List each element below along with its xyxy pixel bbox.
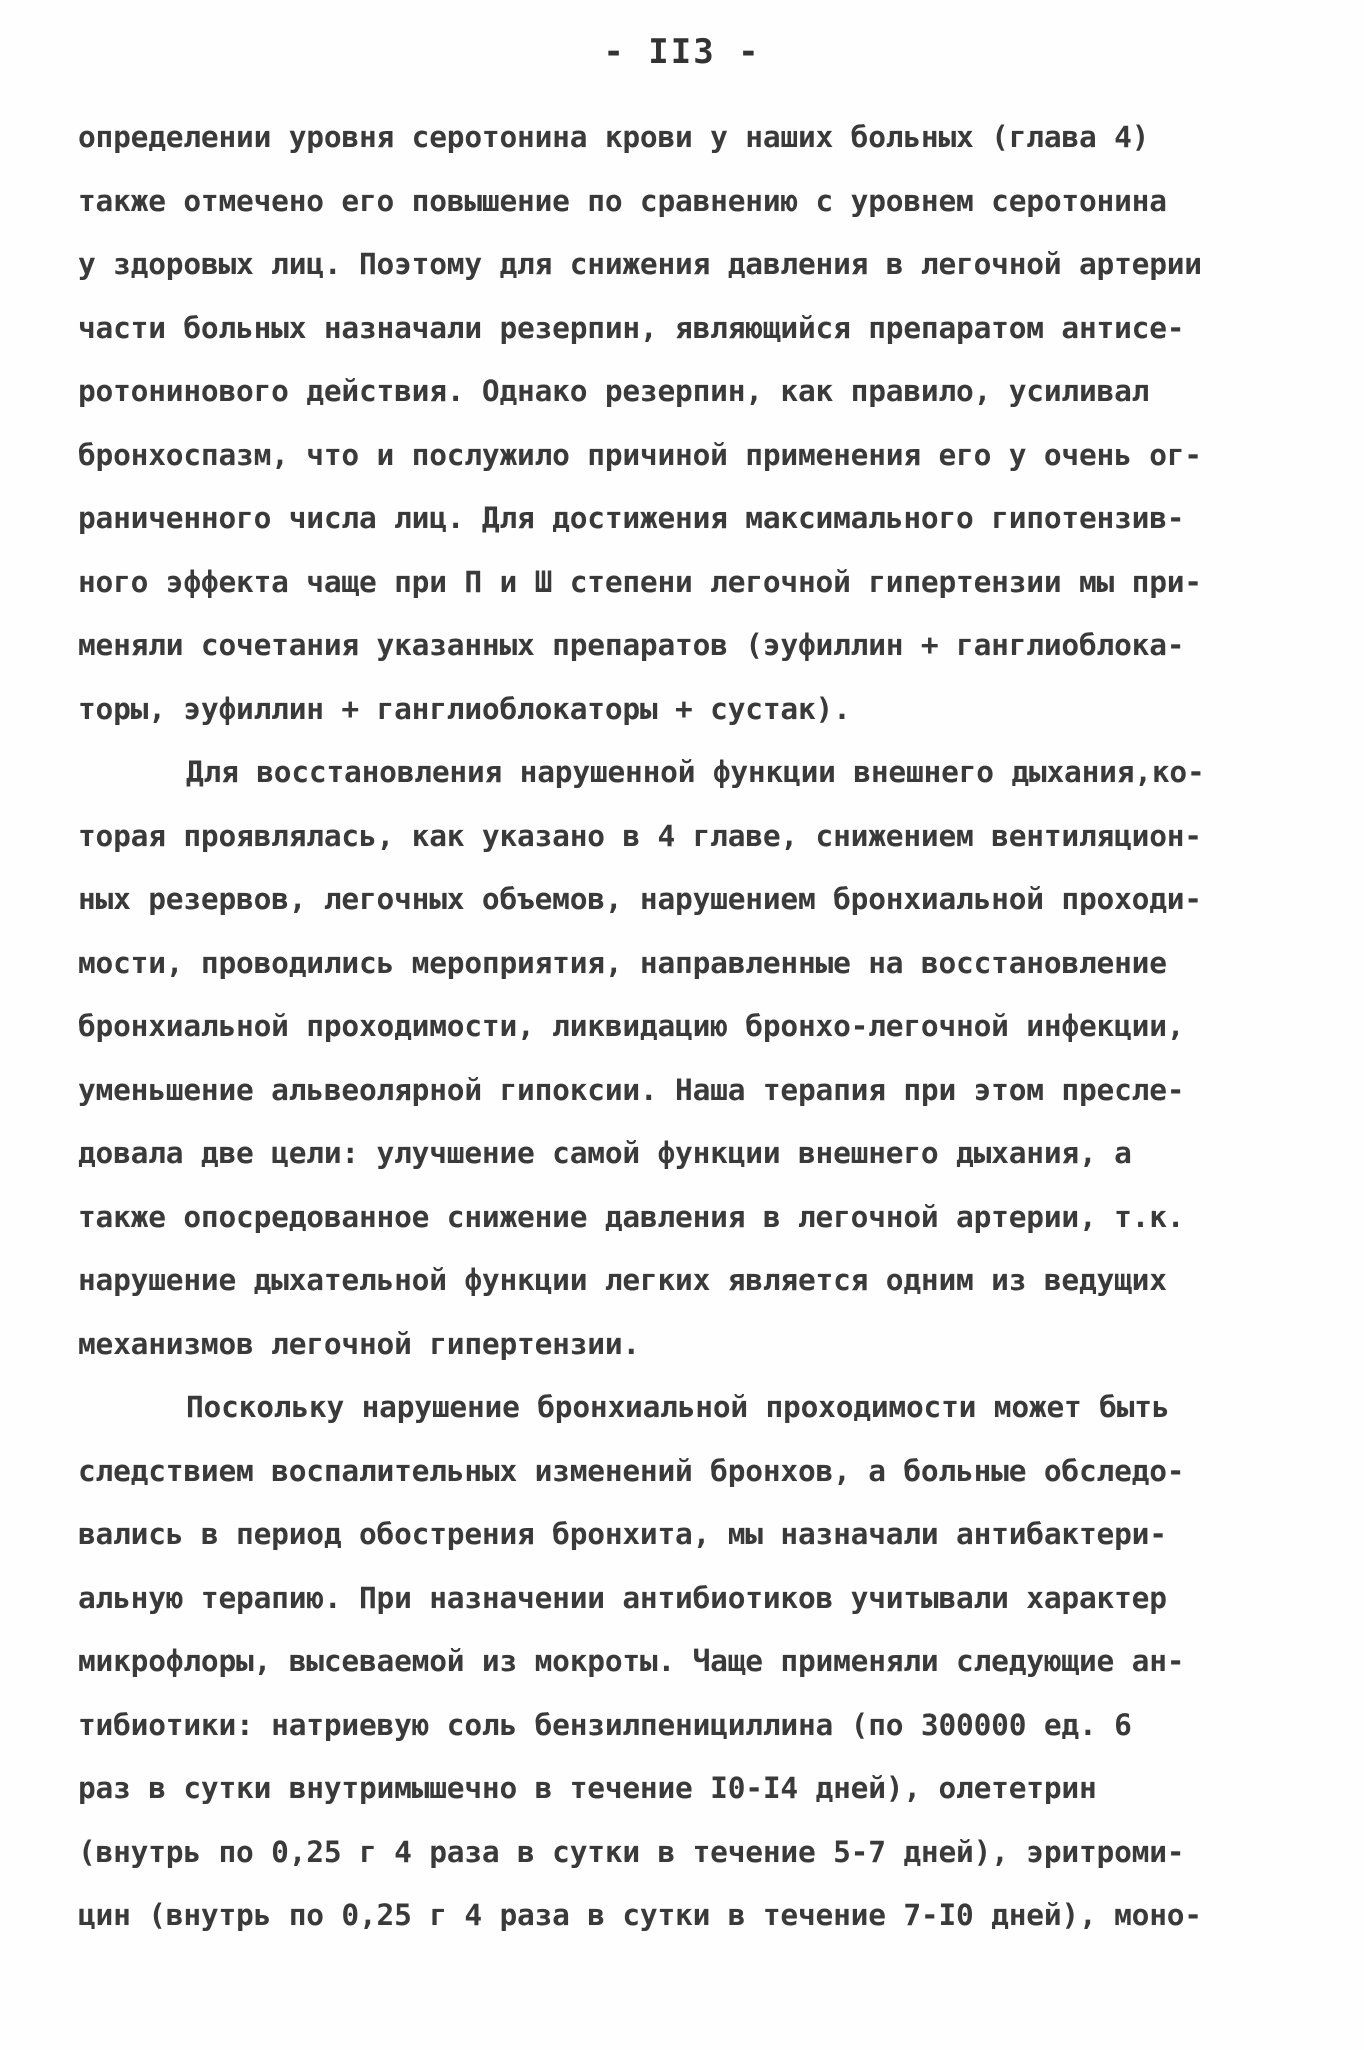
text-line: у здоровых лиц. Поэтому для снижения давления в легочной артерии <box>78 247 1202 281</box>
text-line: механизмов легочной гипертензии. <box>78 1326 640 1361</box>
text-line: уменьшение альвеолярной гипоксии. Наша терапия при этом пресле- <box>78 1072 1185 1107</box>
text-line: торы, эуфиллин + ганглиоблокаторы + сустак). <box>78 691 851 726</box>
text-line: бронхиальной проходимости, ликвидацию бронхо-легочной инфекции, <box>78 1009 1185 1043</box>
text-line: нарушение дыхательной функции легких является одним из ведущих <box>78 1263 1167 1297</box>
page-number: - II3 - <box>603 32 761 72</box>
text-line: цин (внутрь по 0,25 г 4 раза в сутки в течение 7-I0 дней), моно- <box>78 1898 1202 1932</box>
text-line: бронхоспазм, что и послужило причиной применения его у очень ог- <box>78 437 1202 472</box>
paragraph-first-line: Поскольку нарушение бронхиальной проходимости может быть <box>186 1390 1170 1424</box>
text-line: ных резервов, легочных объемов, нарушением бронхиальной проходи- <box>78 882 1202 916</box>
text-line: мости, проводились мероприятия, направленные на восстановление <box>78 945 1167 980</box>
text-line: части больных назначали резерпин, являющийся препаратом антисе- <box>78 310 1185 345</box>
text-line: довала две цели: улучшение самой функции внешнего дыхания, а <box>78 1136 1132 1170</box>
text-line: также опосредованное снижение давления в легочной артерии, т.к. <box>78 1199 1185 1234</box>
text-line: ротонинового действия. Однако резерпин, как правило, усиливал <box>78 374 1150 408</box>
body-text <box>0 106 1364 1948</box>
text-line: раз в сутки внутримышечно в течение I0-I4 дней), олететрин <box>78 1771 1097 1805</box>
text-line: ного эффекта чаще при П и Ш степени легочной гипертензии мы при- <box>78 564 1202 599</box>
text-line: (внутрь по 0,25 г 4 раза в сутки в течение 5-7 дней), эритроми- <box>78 1834 1185 1869</box>
text-line: альную терапию. При назначении антибиотиков учитывали характер <box>78 1580 1167 1615</box>
text-line: раниченного числа лиц. Для достижения максимального гипотензив- <box>78 501 1185 535</box>
text-line: микрофлоры, высеваемой из мокроты. Чаще применяли следующие ан- <box>78 1644 1185 1678</box>
text-line: торая проявлялась, как указано в 4 главе, снижением вентиляцион- <box>78 818 1202 853</box>
text-line: также отмечено его повышение по сравнению с уровнем серотонина <box>78 183 1167 218</box>
text-line: следствием воспалительных изменений бронхов, а больные обследо- <box>78 1453 1185 1488</box>
text-line: меняли сочетания указанных препаратов (эуфиллин + ганглиоблока- <box>78 628 1185 662</box>
text-line: определении уровня серотонина крови у наших больных (глава 4) <box>78 120 1150 154</box>
text-line: вались в период обострения бронхита, мы назначали антибактери- <box>78 1517 1167 1551</box>
paragraph-first-line: Для восстановления нарушенной функции внешнего дыхания,ко- <box>186 755 1205 789</box>
text-line: тибиотики: натриевую соль бензилпенициллина (по 300000 ед. 6 <box>78 1707 1132 1742</box>
